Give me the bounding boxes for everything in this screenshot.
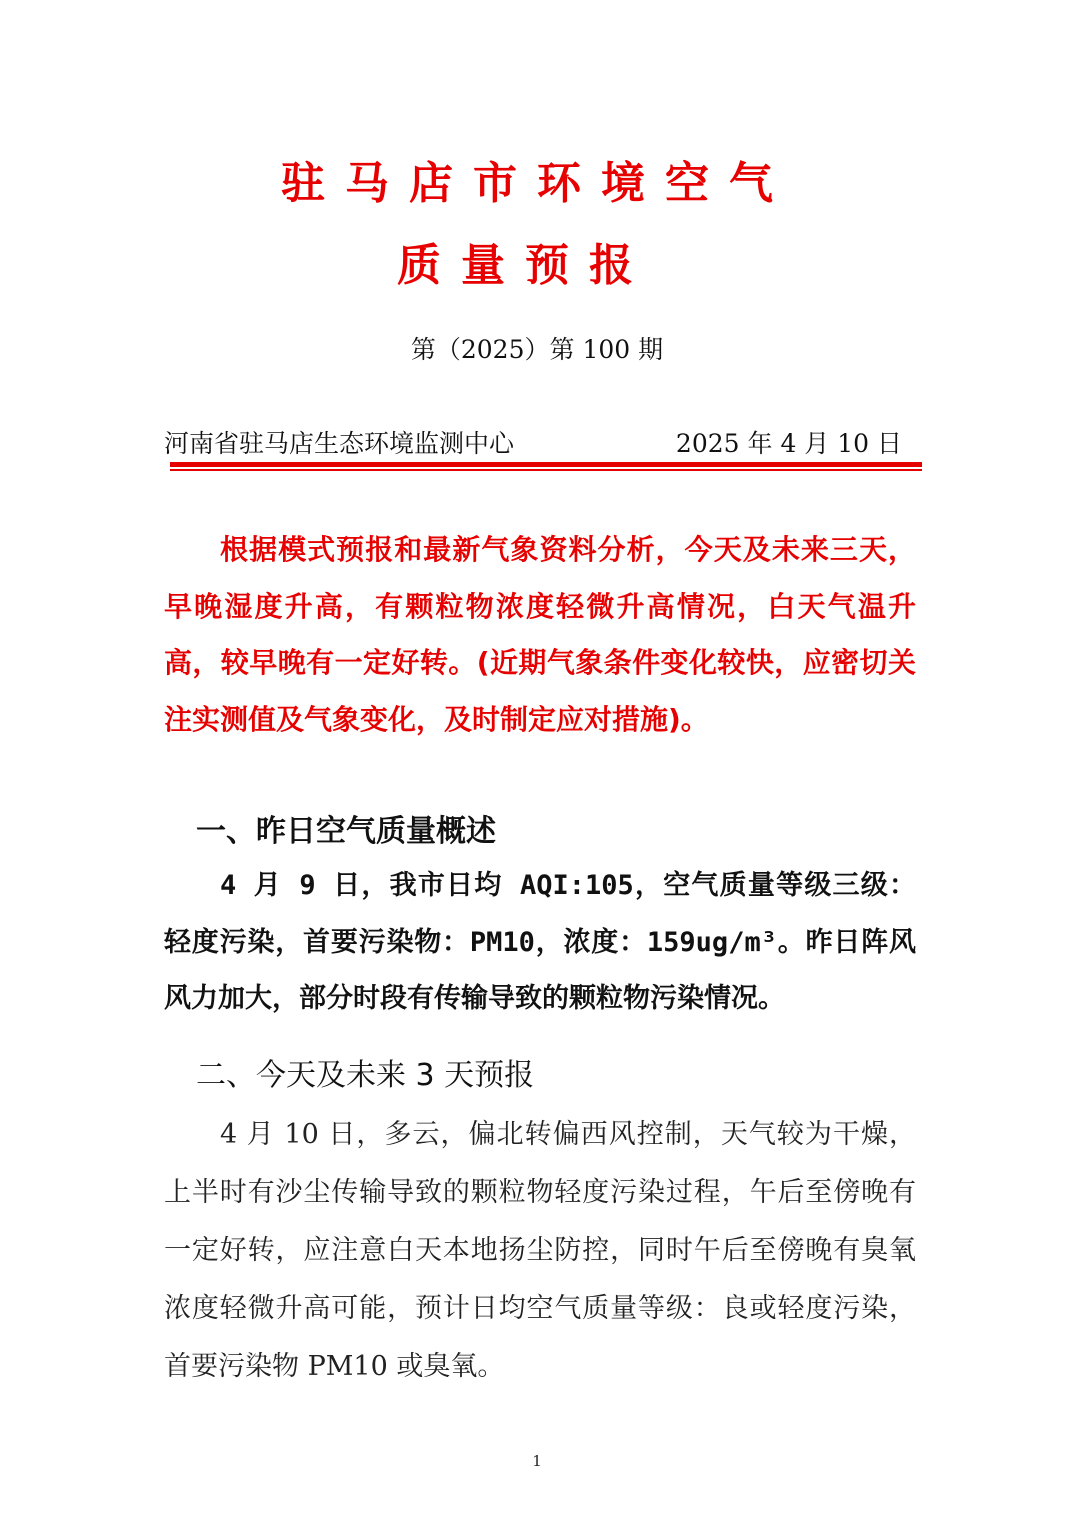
header-divider-thick (170, 462, 922, 467)
section1-body: 4 月 9 日，我市日均 AQI:105，空气质量等级三级：轻度污染，首要污染物：PM10，浓度：159ug/m³。昨日阵风风力加大，部分时段有传输导致的颗粒物污染情况。 (164, 870, 916, 1014)
issue-date: 2025 年 4 月 10 日 (675, 429, 902, 458)
header-divider-thin (170, 469, 922, 471)
document-title-line2: 质量预报 (397, 240, 653, 291)
issuing-organization: 河南省驻马店生态环境监测中心 (164, 429, 515, 458)
section2-heading: 二、今天及未来 3 天预报 (196, 1058, 535, 1093)
issue-number: 第（2025）第 100 期 (410, 335, 664, 364)
section1-heading: 一、昨日空气质量概述 (196, 814, 496, 849)
section2-body: 4 月 10 日，多云，偏北转偏西风控制，天气较为干燥，上半时有沙尘传输导致的颗粒物轻度污染过程，午后至傍晚有一定好转，应注意白天本地扬尘防控，同时午后至傍晚有臭氧浓度轻微升高可能，预计日均空气质量等级：良或轻度污染，首要污染物 PM10 或臭氧。 (164, 1119, 916, 1382)
intro-paragraph: 根据模式预报和最新气象资料分析，今天及未来三天，早晚湿度升高，有颗粒物浓度轻微升高情况，白天气温升高，较早晚有一定好转。(近期气象条件变化较快，应密切关注实测值及气象变化，及时制定应对措施)。 (164, 533, 916, 736)
document-header (164, 424, 916, 460)
document-title-line1: 驻马店市环境空气 (281, 158, 793, 209)
page-number: 1 (532, 1452, 542, 1470)
